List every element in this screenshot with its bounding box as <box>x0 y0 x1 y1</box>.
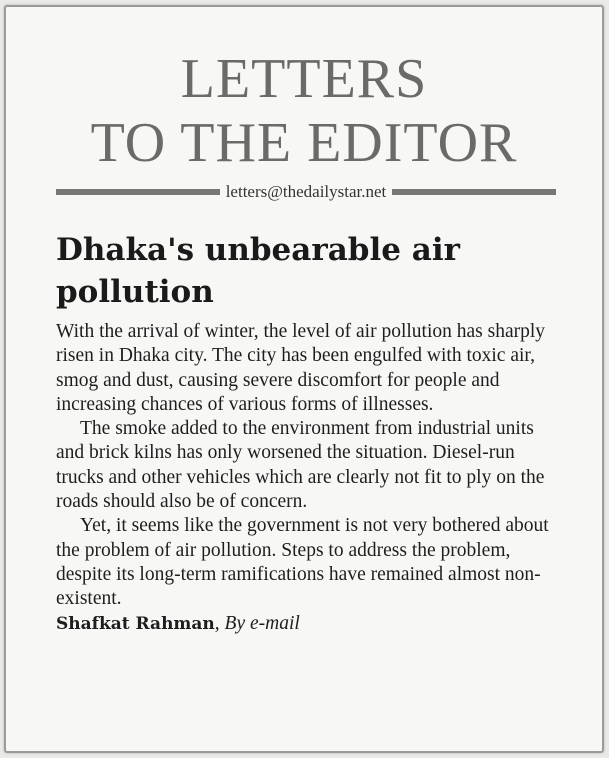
author-name: Shafkat Rahman <box>56 613 215 634</box>
letters-clipping <box>4 5 604 753</box>
editor-email: letters@thedailystar.net <box>225 182 387 201</box>
masthead-title-line-2: TO THE EDITOR <box>90 112 518 174</box>
masthead-title-line-1: LETTERS <box>180 48 428 110</box>
letter-headline: Dhaka's unbearable air pollution <box>56 232 460 310</box>
divider-rule-left <box>56 189 220 195</box>
letter-paragraph-1: With the arrival of winter, the level of air pollution has sharply risen in Dhaka city. The city has been engulfed with toxic air, smog and dust, causing severe discomfort for people and increasing chances of various forms of illnesses. <box>56 321 546 415</box>
letter-paragraph-3: Yet, it seems like the government is not very bothered about the problem of air pollution. Steps to address the problem, despite its long-term ramifications have remained almost non-existent. <box>56 515 549 610</box>
submission-method: By e-mail <box>224 612 300 634</box>
email-divider <box>56 181 556 203</box>
letter-paragraph-2: The smoke added to the environment from industrial units and brick kilns has only worsened the situation. Diesel-run trucks and other vehicles which are clearly not fit to ply on the roads should also be of concern. <box>56 418 545 513</box>
letter-body <box>56 320 558 636</box>
letter-signature: Shafkat Rahman, By e-mail <box>56 612 300 634</box>
divider-rule-right <box>392 189 556 195</box>
